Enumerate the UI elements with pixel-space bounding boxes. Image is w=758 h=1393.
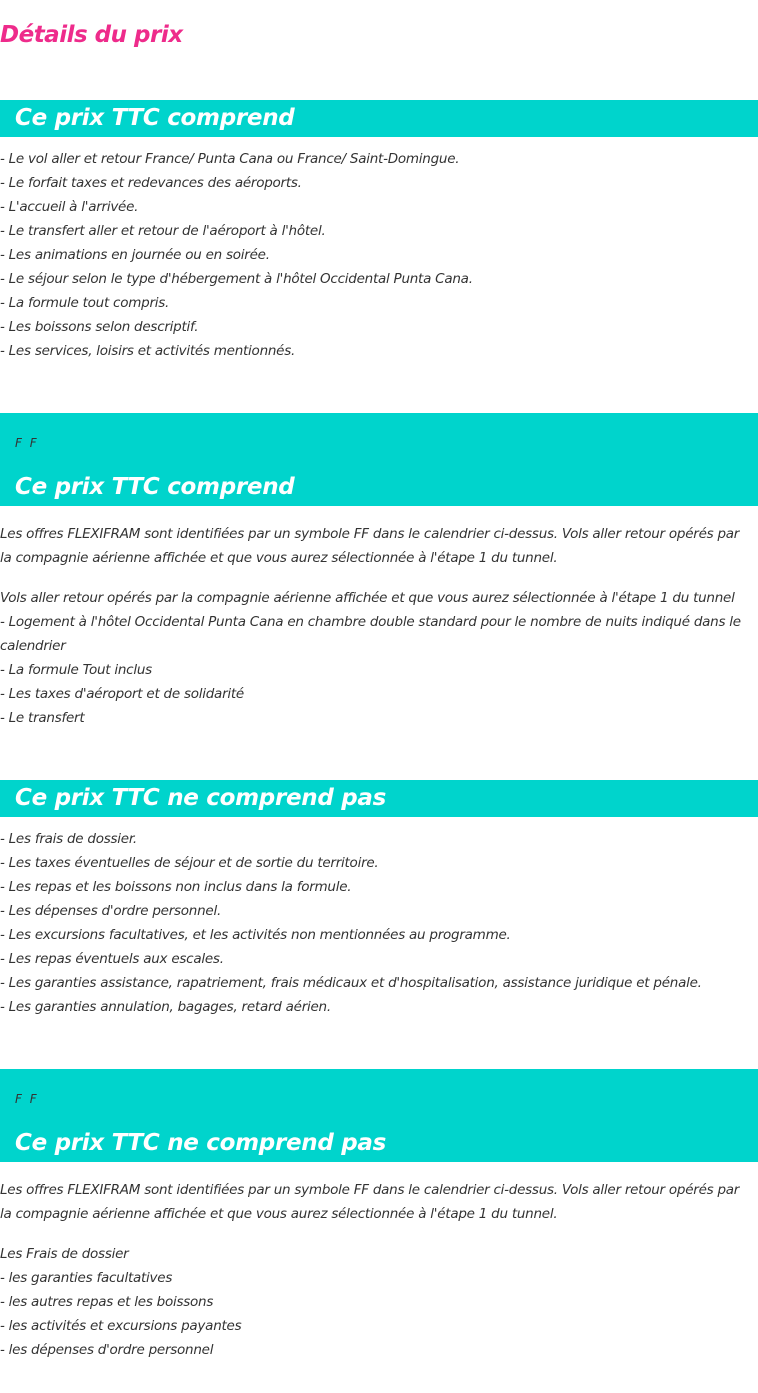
- list-item: - Les repas et les boissons non inclus dans la formule.: [0, 879, 352, 895]
- list-item: - Les excursions facultatives, et les activités non mentionnées au programme.: [0, 927, 511, 943]
- ff-code-label: F F: [15, 1092, 39, 1106]
- section-header-includes: [0, 100, 758, 137]
- list-item: - les dépenses d'ordre personnel: [0, 1342, 214, 1358]
- flexifram-excludes-list: [0, 1242, 241, 1362]
- section-title-flexifram-excludes: Ce prix TTC ne comprend pas: [15, 1130, 387, 1156]
- list-item: - Logement à l'hôtel Occidental Punta Cana en chambre double standard pour le nombre de nuits indiqué dans le calendrier: [0, 614, 741, 654]
- list-item: - les garanties facultatives: [0, 1270, 173, 1286]
- list-item: - Les garanties assistance, rapatriement, frais médicaux et d'hospitalisation, assistance juridique et pénale.: [0, 975, 702, 991]
- list-item: - Les garanties annulation, bagages, retard aérien.: [0, 999, 331, 1015]
- list-item: - Les boissons selon descriptif.: [0, 319, 199, 335]
- list-item: - L'accueil à l'arrivée.: [0, 199, 139, 215]
- list-item: - Les dépenses d'ordre personnel.: [0, 903, 222, 919]
- list-item: - La formule Tout inclus: [0, 662, 152, 678]
- list-item: Vols aller retour opérés par la compagnie aérienne affichée et que vous aurez sélectionnée à l'étape 1 du tunnel: [0, 590, 735, 606]
- list-item: - Les frais de dossier.: [0, 831, 137, 847]
- list-item: - les activités et excursions payantes: [0, 1318, 242, 1334]
- flexifram-intro-excludes: Les offres FLEXIFRAM sont identifiées par un symbole FF dans le calendrier ci-dessus. Vols aller retour opérés par la compagnie aérienne affichée et que vous aurez sélectionnée à l'étape 1 du tunnel.: [0, 1182, 740, 1222]
- list-item: - Le transfert: [0, 710, 85, 726]
- list-item: - Le vol aller et retour France/ Punta Cana ou France/ Saint-Domingue.: [0, 151, 460, 167]
- list-item: - Les repas éventuels aux escales.: [0, 951, 224, 967]
- section-title-includes: Ce prix TTC comprend: [15, 105, 295, 131]
- list-item: - Les taxes d'aéroport et de solidarité: [0, 686, 244, 702]
- excludes-list: [0, 827, 702, 1019]
- section-title-flexifram-includes: Ce prix TTC comprend: [15, 474, 295, 500]
- list-item: - les autres repas et les boissons: [0, 1294, 214, 1310]
- section-title-excludes: Ce prix TTC ne comprend pas: [15, 785, 387, 811]
- list-item: - La formule tout compris.: [0, 295, 170, 311]
- section-header-flexifram-excludes: [0, 1069, 758, 1162]
- ff-code-label: F F: [15, 436, 39, 450]
- list-item: Les Frais de dossier: [0, 1246, 129, 1262]
- list-item: - Le séjour selon le type d'hébergement à l'hôtel Occidental Punta Cana.: [0, 271, 473, 287]
- list-item: - Les services, loisirs et activités mentionnés.: [0, 343, 296, 359]
- list-item: - Le forfait taxes et redevances des aéroports.: [0, 175, 302, 191]
- section-header-flexifram-includes: [0, 413, 758, 506]
- list-item: - Le transfert aller et retour de l'aéroport à l'hôtel.: [0, 223, 326, 239]
- list-item: - Les animations en journée ou en soirée.: [0, 247, 270, 263]
- page-title: Détails du prix: [0, 22, 183, 48]
- flexifram-includes-list: [0, 586, 745, 730]
- includes-list: [0, 147, 473, 363]
- list-item: - Les taxes éventuelles de séjour et de sortie du territoire.: [0, 855, 379, 871]
- section-header-excludes: [0, 780, 758, 817]
- flexifram-intro-includes: Les offres FLEXIFRAM sont identifiées par un symbole FF dans le calendrier ci-dessus. Vols aller retour opérés par la compagnie aérienne affichée et que vous aurez sélectionnée à l'étape 1 du tunnel.: [0, 526, 740, 566]
